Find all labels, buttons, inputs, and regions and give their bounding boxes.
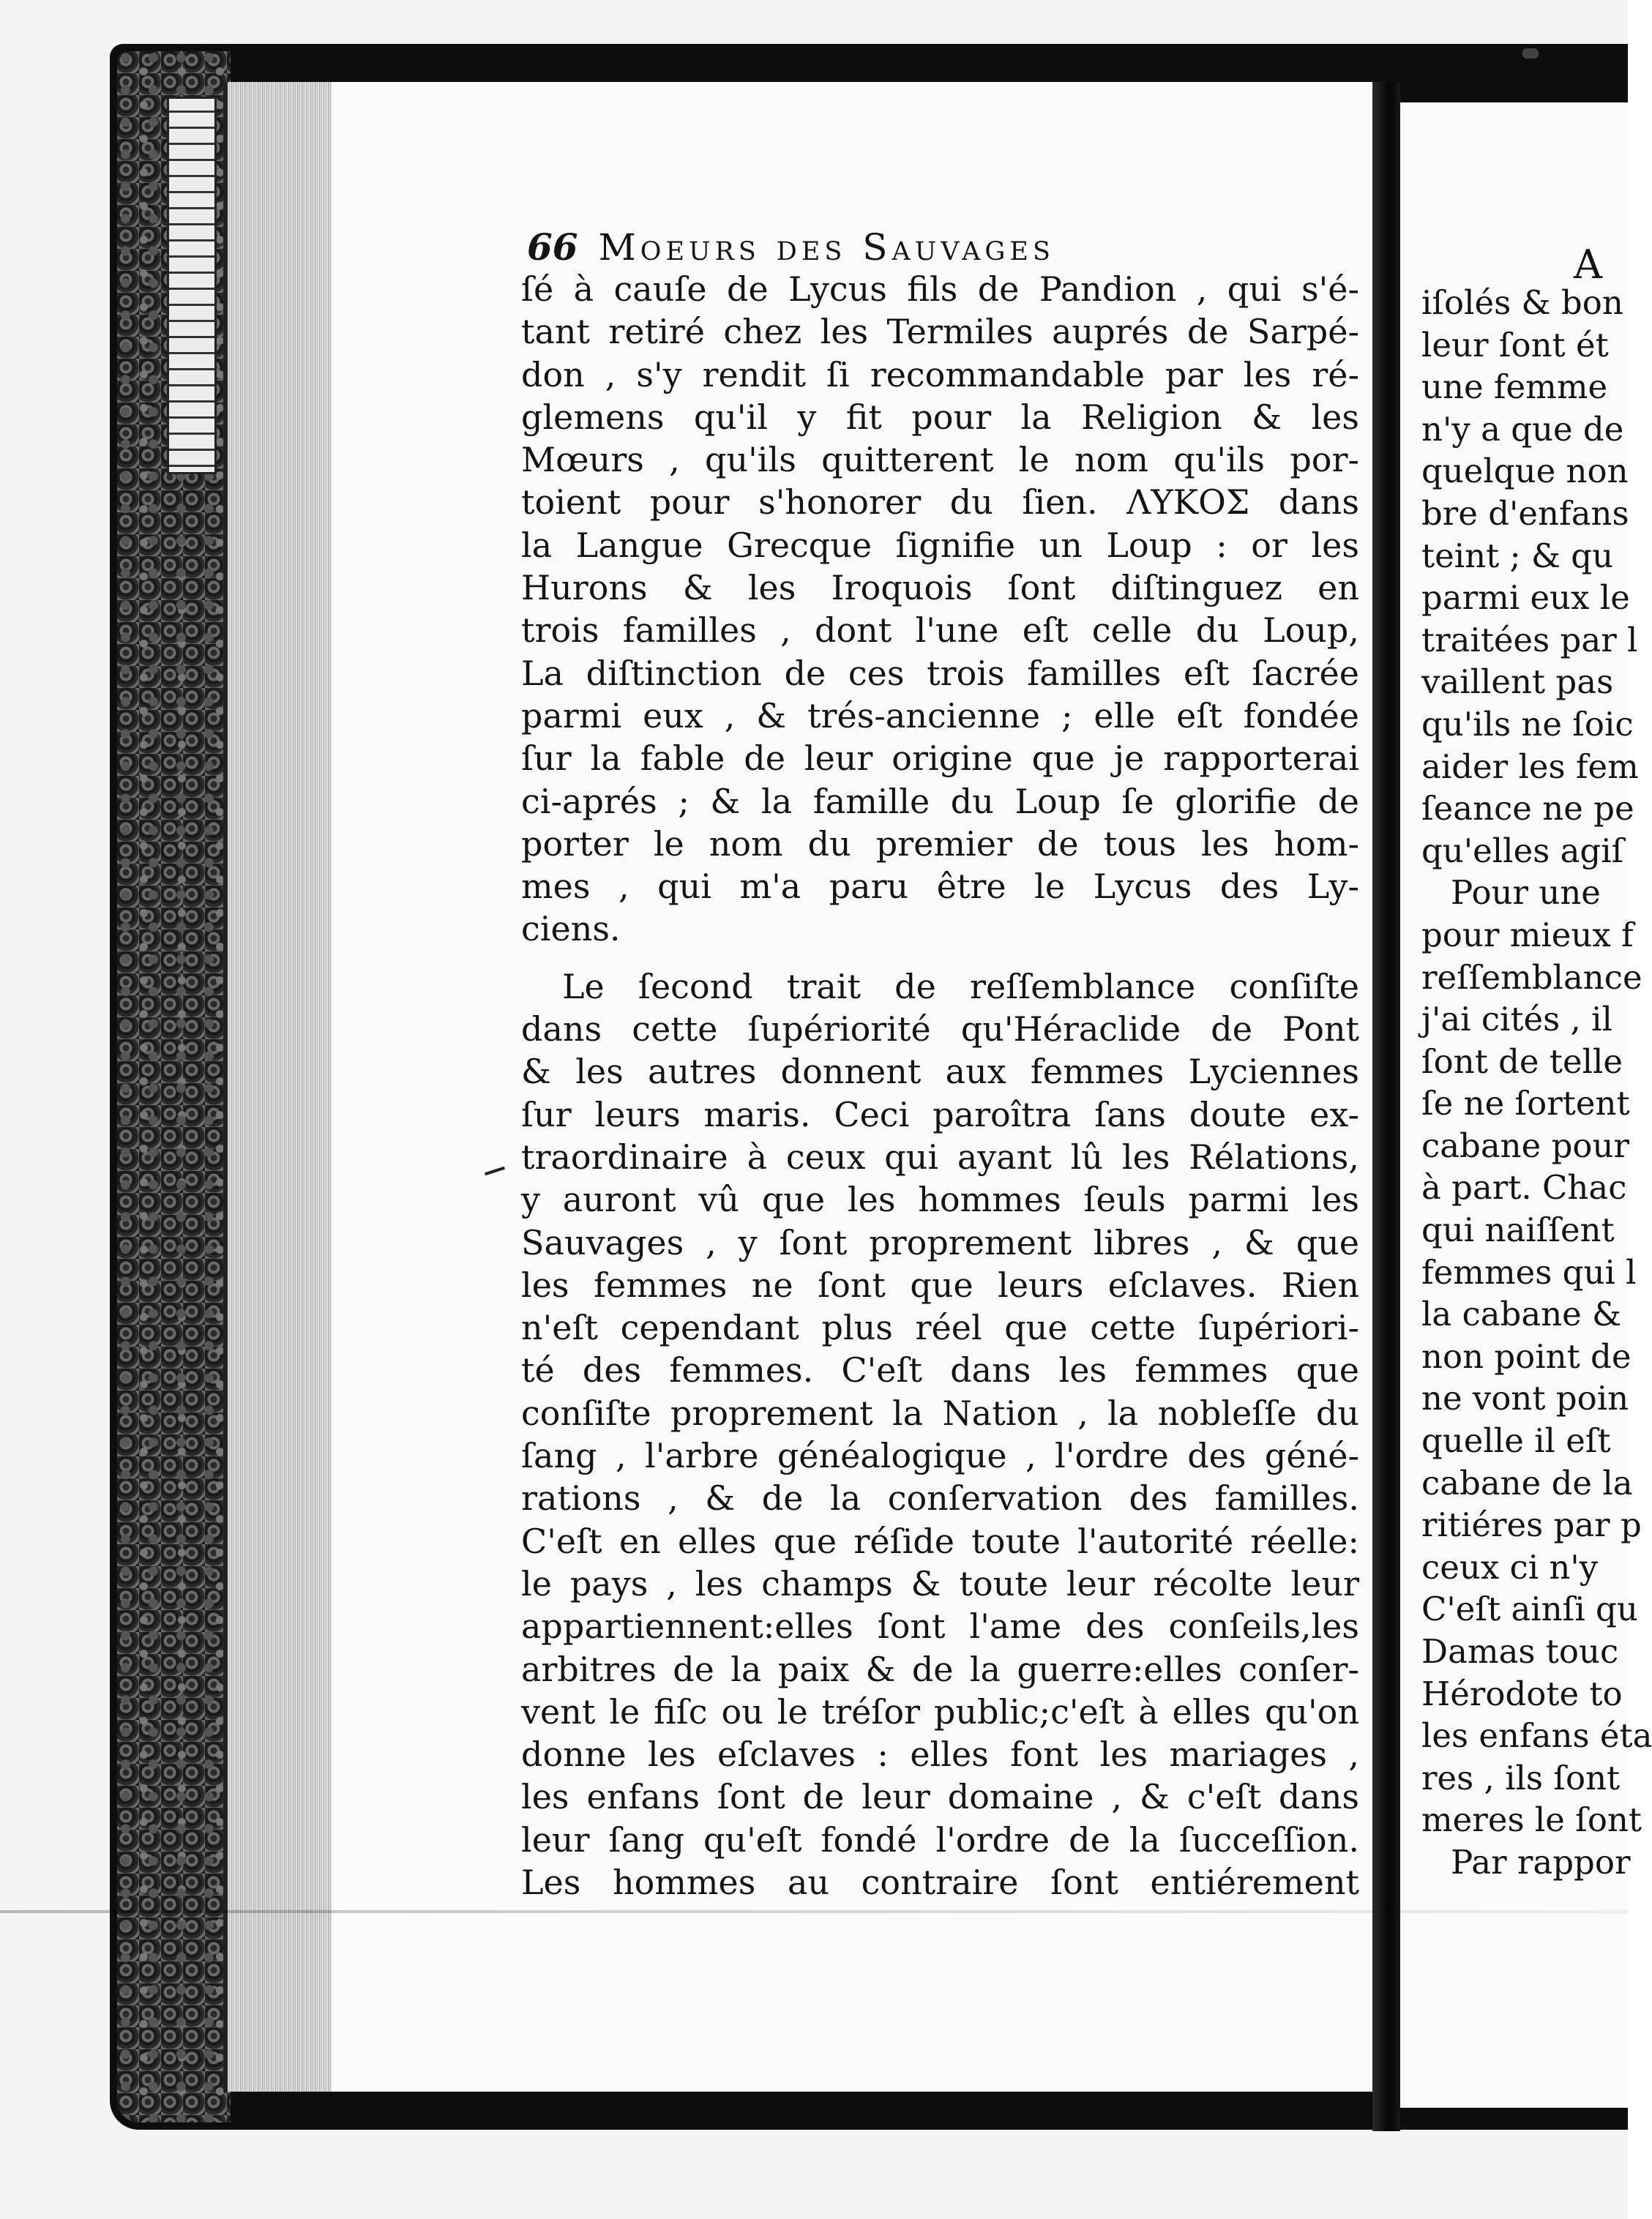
text-line-fragment: parmi eux le [1421,578,1630,618]
right-running-head: A [1574,242,1607,288]
text-line-fragment: res , ils ſont [1421,1758,1621,1797]
text-line-fragment: iſolés & bon [1421,283,1623,322]
text-line: ciens. [521,909,621,949]
text-line: ſur la fable de leur origine que je rapporterai [521,738,1359,779]
text-line: ſang , l'arbre généalogique , l'ordre des géné- [521,1436,1359,1476]
text-line-fragment: meres le ſont [1421,1800,1642,1840]
text-line-fragment: Damas touc [1421,1632,1619,1671]
text-line-fragment: qui naiſſent [1421,1210,1615,1250]
text-line: leur ſang qu'eſt fondé l'ordre de la ſucceſſion. [521,1819,1359,1860]
right-page-body [1421,282,1652,1884]
text-line: le pays , les champs & toute leur récolte leur [521,1563,1359,1604]
text-line: dans cette ſupériorité qu'Héraclide de Pont [521,1009,1359,1049]
text-line-fragment: C'eſt ainſi qu [1421,1590,1638,1629]
text-line-fragment: quelle il eſt [1421,1421,1611,1461]
ornamental-border-strip [167,97,217,474]
page-number: 66 [527,225,578,269]
text-line-fragment: ceux ci n'y [1421,1547,1599,1587]
text-line-fragment: bre d'enfans [1421,493,1629,533]
text-line: conſiſte proprement la Nation , la nobleſſe du [521,1393,1359,1433]
text-line: vent le fiſc ou le tréſor public;c'eſt à elles qu'on [521,1691,1359,1732]
text-line-fragment: ſont de telle [1421,1041,1623,1081]
text-line: ci-aprés ; & la famille du Loup ſe glorifie de [521,781,1359,821]
text-line: les enfans ſont de leur domaine , & c'eſt dans [521,1777,1359,1817]
text-line: n'eſt cependant plus réel que cette ſupériori- [521,1308,1359,1348]
text-line: appartiennent:elles ſont l'ame des conſeils,les [521,1606,1359,1647]
text-line: la Langue Grecque ſignifie un Loup : or les [521,525,1359,565]
text-line-fragment: Hérodote to [1421,1674,1623,1713]
text-line-fragment: ne vont poin [1421,1379,1629,1418]
text-line: Le ſecond trait de reſſemblance conſiſte [562,966,1359,1006]
text-line-fragment: non point de [1421,1336,1632,1376]
text-line-fragment: traitées par l [1421,620,1638,659]
text-line: traordinaire à ceux qui ayant lû les Rélations, [521,1137,1359,1177]
running-head-title: Moeurs des Sauvages [598,226,1055,269]
text-line: donne les eſclaves : elles font les mariages , [521,1735,1359,1775]
text-line-fragment: ſe ne ſortent [1421,1084,1630,1123]
text-line: porter le nom du premier de tous les hom- [521,823,1359,864]
text-line-fragment: Pour une [1451,873,1601,913]
text-line-fragment: pour mieux f [1421,915,1634,954]
text-line-fragment: à part. Chac [1421,1168,1627,1208]
text-line-fragment: ritiéres par p [1421,1505,1642,1545]
book-gutter [1372,82,1400,2131]
page-edges [223,82,336,2092]
text-line-fragment: leur ſont ét [1421,325,1609,364]
text-line-fragment: Par rappor [1451,1842,1631,1882]
text-line: mes , qui m'a paru être le Lycus des Ly- [521,867,1359,907]
text-line: don , s'y rendit ſi recommandable par les ré- [521,354,1359,394]
text-line: Sauvages , y ſont proprement libres , & que [521,1222,1359,1262]
scan-streak [0,1910,1628,1913]
text-line: tant retiré chez les Termiles auprés de Sarpé- [521,312,1359,352]
text-line-fragment: reſſemblance [1421,957,1642,997]
text-line-fragment: qu'elles agiſ [1421,831,1624,870]
text-line: ſur leurs maris. Ceci paroîtra ſans doute ex- [521,1094,1359,1134]
text-line: té des femmes. C'eſt dans les femmes que [521,1350,1359,1391]
text-line-fragment: cabane pour [1421,1126,1629,1165]
text-line-fragment: n'y a que de [1421,409,1624,449]
text-line: Hurons & les Iroquois ſont diſtinguez en [521,568,1359,608]
text-line-fragment: les enfans éta [1421,1716,1652,1756]
text-line-fragment: ſeance ne pe [1421,789,1634,828]
text-line: ſé à cauſe de Lycus fils de Pandion , qui s'é- [521,269,1359,309]
text-line-fragment: vaillent pas [1421,662,1614,702]
text-line: glemens qu'il y fit pour la Religion & les [521,397,1359,437]
text-line: arbitres de la paix & de la guerre:elles conſer- [521,1649,1359,1689]
text-line: rations , & de la conſervation des familles. [521,1478,1359,1519]
running-head [527,225,1347,269]
text-line-fragment: femmes qui l [1421,1252,1637,1292]
text-line: parmi eux , & trés-ancienne ; elle eſt fondée [521,695,1359,736]
left-page-body [521,268,1359,1904]
text-line-fragment: quelque non [1421,452,1629,491]
text-line-fragment: cabane de la [1421,1463,1633,1503]
text-line-fragment: j'ai cités , il [1421,1000,1612,1039]
text-line-fragment: aider les fem [1421,746,1639,786]
text-line: Mœurs , qu'ils quitterent le nom qu'ils por- [521,440,1359,480]
text-line-fragment: une femme [1421,367,1608,407]
text-line-fragment: la cabane & [1421,1295,1622,1334]
text-line-fragment: qu'ils ne ſoic [1421,704,1634,744]
text-line: C'eſt en elles que réſide toute l'autorité réelle: [521,1521,1359,1561]
text-line: toient pour s'honorer du ſien. ΛΥΚΟΣ dans [521,482,1359,523]
text-line: & les autres donnent aux femmes Lyciennes [521,1052,1359,1092]
text-line: trois familles , dont l'une eſt celle du Loup, [521,610,1359,651]
text-line: les femmes ne ſont que leurs eſclaves. Rien [521,1265,1359,1305]
text-line: Les hommes au contraire ſont entiérement [521,1862,1359,1902]
text-line: La diſtinction de ces trois familles eſt ſacrée [521,653,1359,693]
text-line-fragment: teint ; & qu [1421,536,1614,575]
text-line: y auront vû que les hommes ſeuls parmi les [521,1180,1359,1220]
scan-smudge [1522,48,1539,59]
